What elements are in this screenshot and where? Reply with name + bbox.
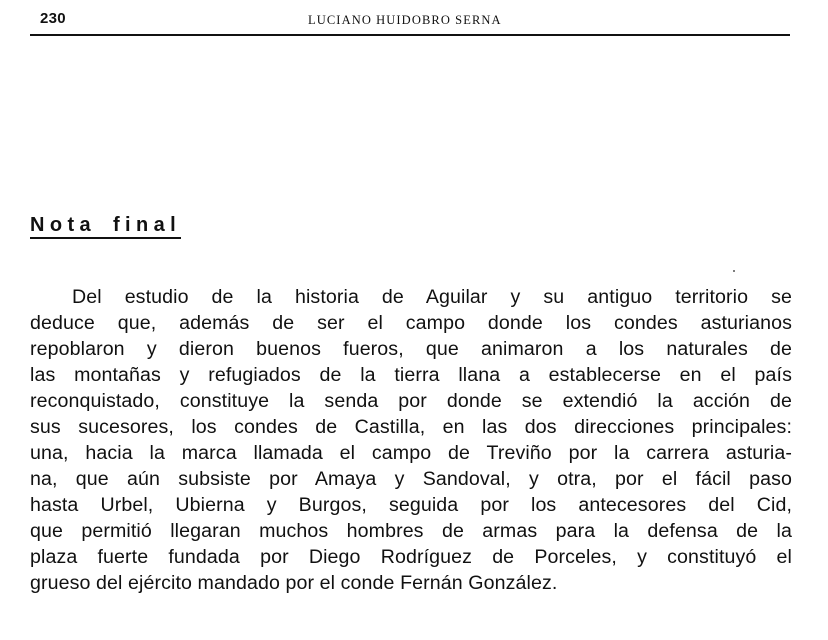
body-paragraph [30, 284, 792, 596]
paragraph-line: reconquistado, constituye la senda por donde se extendió la acción de [30, 390, 792, 412]
section-title: Nota final [30, 213, 181, 239]
running-head: LUCIANO HUIDOBRO SERNA [308, 13, 502, 27]
paragraph-line: plaza fuerte fundada por Diego Rodríguez de Porceles, y constituyó el [30, 546, 792, 568]
paragraph-line: Del estudio de la historia de Aguilar y su antiguo territorio se [72, 286, 792, 308]
paragraph-line: grueso del ejército mandado por el conde Fernán González. [30, 572, 558, 594]
paragraph-line: na, que aún subsiste por Amaya y Sandoval, y otra, por el fácil paso [30, 468, 792, 490]
page-header [30, 8, 790, 36]
paragraph-line: hasta Urbel, Ubierna y Burgos, seguida por los antecesores del Cid, [30, 494, 792, 516]
paragraph-line: una, hacia la marca llamada el campo de Treviño por la carrera asturia- [30, 442, 792, 464]
paragraph-line: que permitió llegaran muchos hombres de armas para la defensa de la [30, 520, 792, 542]
paragraph-line: las montañas y refugiados de la tierra llana a establecerse en el país [30, 364, 792, 386]
paragraph-line: deduce que, además de ser el campo donde los condes asturianos [30, 312, 792, 334]
paragraph-line: sus sucesores, los condes de Castilla, en las dos direcciones principales: [30, 416, 792, 438]
page-number: 230 [40, 10, 66, 27]
stray-ink-mark [733, 270, 735, 272]
paragraph-line: repoblaron y dieron buenos fueros, que animaron a los naturales de [30, 338, 792, 360]
